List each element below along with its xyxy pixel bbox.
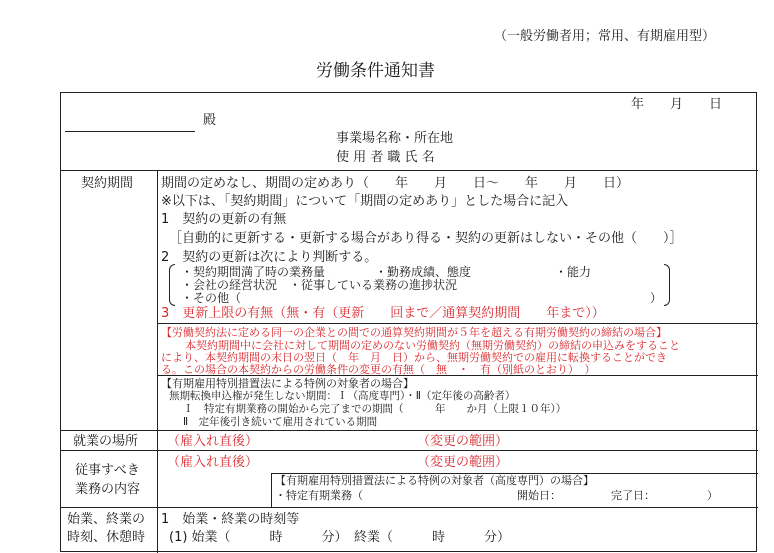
addressee-suffix: 殿 bbox=[203, 113, 217, 128]
duties-end-label: 完了日： bbox=[611, 489, 655, 502]
label-column-divider bbox=[157, 170, 158, 553]
judgment-right-bracket bbox=[664, 264, 670, 306]
employer-name-address: 事業場名称・所在地 bbox=[336, 131, 454, 146]
duties-label-line-1: 従事すべき bbox=[75, 463, 140, 478]
contract-note: ※以下は、「契約期間」について「期間の定めあり」とした場合に記入 bbox=[161, 194, 569, 209]
renewal-limit-line: 3 更新上限の有無（無・有（更新 回まで／通算契約期間 年まで）） bbox=[161, 306, 605, 321]
judgment-item-workload: ・契約期間満了時の業務量 bbox=[181, 265, 326, 279]
judgment-heading: 2 契約の更新は次により判断する。 bbox=[161, 250, 378, 265]
judgment-item-other-close: ） bbox=[650, 291, 663, 305]
judgment-item-ability: ・能力 bbox=[555, 265, 592, 279]
hours-start-end-line: (1) 始業（ 時 分） 終業（ 時 分） bbox=[169, 530, 511, 545]
special-measures-line-3: Ⅱ 定年後引き続いて雇用されている期間 bbox=[183, 416, 378, 428]
contract-subdivider-1 bbox=[157, 323, 758, 324]
contract-period-label: 契約期間 bbox=[81, 176, 134, 191]
renewal-options: ［自動的に更新する・更新する場合があり得る・契約の更新はしない・その他（ ）］ bbox=[169, 231, 683, 246]
conversion-heading: 【労働契約法に定める同一の企業との間での通算契約期間が５年を超える有期労働契約の締結の場合】 bbox=[161, 326, 667, 339]
document-title: 労働条件通知書 bbox=[316, 61, 435, 81]
judgment-left-bracket bbox=[169, 264, 175, 306]
conversion-text-2: により、本契約期間の末日の翌日（ 年 月 日）から、無期労働契約での雇用に転換することができ bbox=[161, 351, 667, 364]
judgment-item-business: ・会社の経営状況 ・従事している業務の進捗状況 bbox=[181, 278, 458, 292]
duties-special-close: ） bbox=[707, 489, 718, 502]
workplace-range: （変更の範囲） bbox=[417, 434, 509, 449]
judgment-item-other: ・その他（ bbox=[181, 291, 242, 305]
duties-special-business: ・特定有期業務（ bbox=[275, 489, 363, 502]
workplace-label: 就業の場所 bbox=[73, 434, 139, 449]
conversion-text-1: 本契約期間中に会社に対して期間の定めのない労働契約（無期労働契約）の締結の申込みをすること bbox=[185, 339, 680, 352]
hours-heading: 1 始業・終業の時刻等 bbox=[161, 512, 300, 527]
hours-label-line-1: 始業、終業の bbox=[67, 512, 146, 527]
form-frame bbox=[60, 92, 757, 552]
special-measures-heading: 【有期雇用特別措置法による特例の対象者の場合】 bbox=[161, 377, 414, 390]
row-divider-workplace bbox=[61, 430, 758, 431]
contract-period-text: 期間の定めなし、期間の定めあり（ 年 月 日～ 年 月 日） bbox=[161, 176, 630, 191]
duties-special-left bbox=[271, 473, 272, 507]
renewal-heading: 1 契約の更新の有無 bbox=[161, 212, 287, 227]
duties-label-line-2: 業務の内容 bbox=[75, 482, 141, 497]
conversion-text-3: る。この場合の本契約からの労働条件の変更の有無（ 無 ・ 有（別紙のとおり） ） bbox=[161, 363, 596, 376]
special-measures-line-2: Ｉ 特定有期業務の開始から完了までの期間（ 年 か月（上限１０年）） bbox=[183, 403, 567, 415]
addressee-underline bbox=[65, 131, 195, 132]
issue-date: 年 月 日 bbox=[631, 97, 723, 112]
row-divider-hours bbox=[61, 507, 758, 508]
hours-label-line-2: 時刻、休憩時 bbox=[67, 530, 146, 545]
document-type: （一般労働者用；常用、有期雇用型） bbox=[494, 29, 716, 44]
duties-special-heading: 【有期雇用特別措置法による特例の対象者（高度専門）の場合】 bbox=[275, 474, 594, 487]
judgment-item-performance: ・勤務成績、態度 bbox=[375, 265, 472, 279]
duties-range: （変更の範囲） bbox=[417, 455, 509, 470]
workplace-initial: （雇入れ直後） bbox=[167, 434, 259, 449]
duties-initial: （雇入れ直後） bbox=[167, 455, 259, 470]
duties-start-label: 開始日： bbox=[517, 489, 561, 502]
special-measures-line-1: 無期転換申込権が発生しない期間：Ｉ（高度専門）・Ⅱ（定年後の高齢者） bbox=[169, 390, 516, 402]
row-divider-duties bbox=[61, 450, 758, 451]
employer-officer-name: 使 用 者 職 氏 名 bbox=[336, 150, 435, 165]
row-divider-contract bbox=[61, 170, 758, 171]
